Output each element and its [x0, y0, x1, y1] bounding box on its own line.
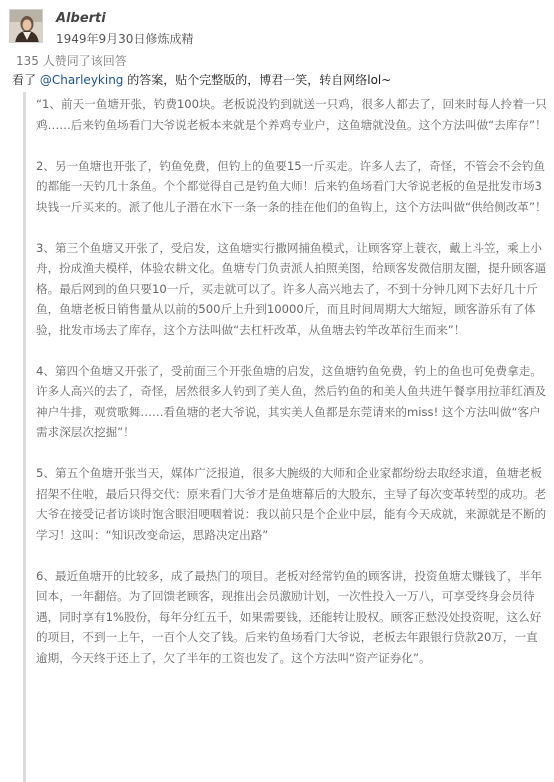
vote-count[interactable]: 135 人赞同了该回答: [16, 54, 127, 68]
answer-intro: [12, 71, 548, 89]
intro-suffix: 的答案，贴个完整版的，博君一笑，转自网络lol~: [123, 73, 392, 87]
author-name[interactable]: Alberti: [56, 11, 106, 26]
quote-paragraph: 3、第三个鱼塘又开张了，受启发，这鱼塘实行撒网捕鱼模式，让顾客穿上蓑衣，戴上斗笠，乘上小舟，扮成渔夫模样，体验农耕文化。鱼塘专门负责派人拍照美图，给顾客发微信朋友圈，提升顾客逼格。最后网到的鱼只要10一斤，买走就可以了。许多人高兴地去了，不到十分钟几网下去好几十斤鱼，鱼塘老板日销售量从以前的500斤上升到10000斤，而且时间周期大大缩短，顾客游乐有了体验，批发市场去了库存，这个方法叫做“去杠杆改革，从鱼塘去钓竿改革衍生而来”！: [36, 240, 547, 337]
quote-paragraph: 4、第四个鱼塘又开张了，受前面三个开张鱼塘的启发，这鱼塘钓鱼免费，钓上的鱼也可免费拿走。许多人高兴的去了，奇怪，居然很多人钓到了美人鱼，然后钓鱼的和美人鱼共进午餐享用拉菲红酒及神户牛排，观赏歌舞……看鱼塘的老大爷说，其实美人鱼都是东莞请来的miss! 这个方法叫做“客户需求深层次挖掘”！: [36, 363, 547, 439]
user-mention-link[interactable]: @Charleyking: [39, 73, 124, 87]
author-bio: 1949年9月30日修炼成精: [56, 32, 194, 46]
quote-paragraph: 6、最近鱼塘开的比较多，成了最热门的项目。老板对经常钓鱼的顾客讲，投资鱼塘太赚钱了，半年回本，一年翻倍。为了回馈老顾客，现推出会员激励计划，一次性投入一万八，可享受终身会员待遇，同时享有1%股份，每年分红五千，如果需要钱，还能转让股权。顾客正愁没处投资呢，这么好的项目，不到一上午，一百个人交了钱。后来钓鱼场看门大爷说，老板去年跟银行贷款20万，一直逾期，今天终于还上了，欠了半年的工资也发了。这个方法叫“资产证券化”。: [36, 568, 542, 665]
intro-prefix: 看了: [12, 73, 40, 87]
quote-paragraph: 5、第五个鱼塘开张当天，媒体广泛报道，很多大腕级的大师和企业家都纷纷去取经求道，鱼塘老板招架不住啦，最后只得交代：原来看门大爷才是鱼塘幕后的大股东，主导了每次变革转型的成功。老大爷在接受记者访谈时饱含眼泪哽咽着说：我以前只是个企业中层，能有今天成就，来源就是不断的学习！这叫：“知识改变命运，思路决定出路”: [36, 466, 547, 542]
answer-author-header: [8, 8, 548, 48]
quote-paragraph: “1、前天一鱼塘开张，钓费100块。老板说没钓到就送一只鸡，很多人都去了，回来时每人拎着一只鸡……后来钓鱼场看门大爷说老板本来就是个养鸡专业户，这鱼塘就没鱼。这个方法叫做“去库存”！: [36, 97, 547, 132]
author-avatar[interactable]: [9, 9, 43, 43]
user-avatar-portrait-icon: [10, 10, 43, 43]
quote-paragraph: 2、另一鱼塘也开张了，钓鱼免费，但钓上的鱼要15一斤买走。许多人去了，奇怪，不管会不会钓鱼的都能一天钓几十条鱼。个个都觉得自己是钓鱼大师！后来钓鱼场看门大爷说老板的鱼是批发市场3块钱一斤买来的。派了他儿子潜在水下一条一条的挂在他们的鱼钩上，这个方法叫做“供给侧改革”！: [36, 158, 547, 214]
blockquote: [23, 92, 549, 782]
